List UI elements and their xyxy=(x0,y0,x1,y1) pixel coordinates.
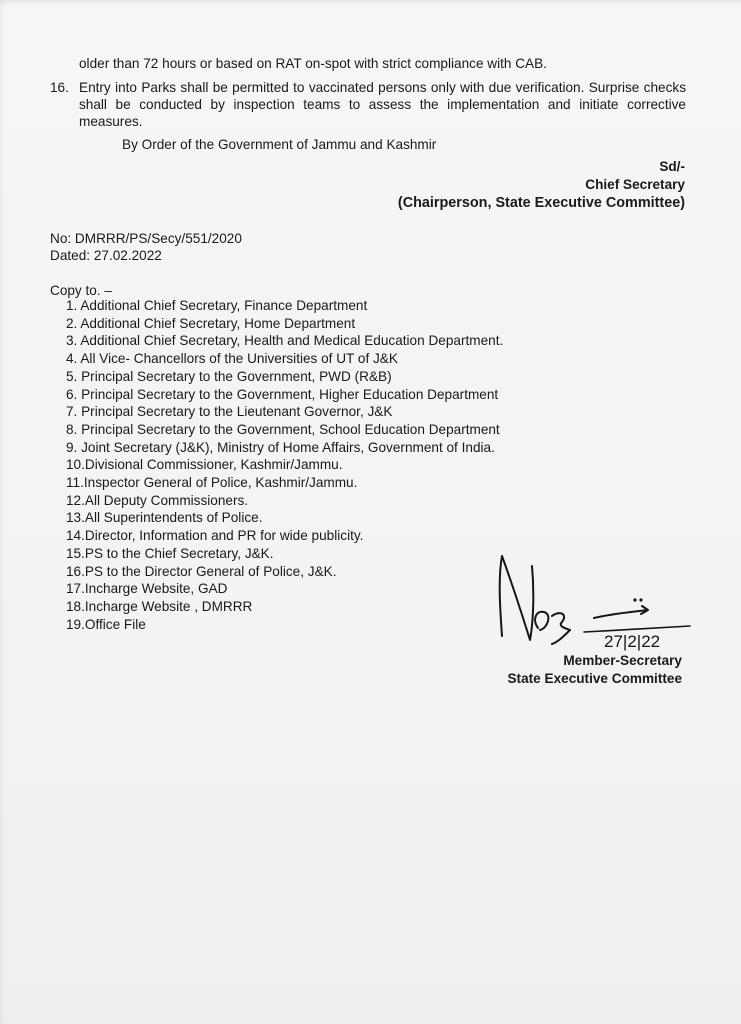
scan-left-shadow xyxy=(0,0,6,1024)
list-item: 11.Inspector General of Police, Kashmir/Jammu. xyxy=(66,475,358,491)
chief-secretary-designation: Chief Secretary xyxy=(585,177,685,192)
list-item: 7. Principal Secretary to the Lieutenant Governor, J&K xyxy=(66,404,393,420)
chairperson-role: (Chairperson, State Executive Committee) xyxy=(397,195,685,211)
reference-number: No: DMRRR/PS/Secy/551/2020 xyxy=(50,231,242,246)
list-item: 8. Principal Secretary to the Government, School Education Department xyxy=(66,421,500,437)
state-executive-committee-label: State Executive Committee xyxy=(507,671,682,686)
list-item: 2. Additional Chief Secretary, Home Department xyxy=(66,315,356,331)
reference-date: Dated: 27.02.2022 xyxy=(50,248,162,263)
handwritten-date: 27|2|22 xyxy=(604,632,661,651)
list-item: 19.Office File xyxy=(66,616,146,632)
handwritten-signature xyxy=(490,548,700,658)
list-item: 18.Incharge Website , DMRRR xyxy=(66,598,253,614)
list-item: 4. All Vice- Chancellors of the Universities of UT of J&K xyxy=(66,351,398,367)
order-line: By Order of the Government of Jammu and Kashmir xyxy=(122,137,437,152)
list-item: 10.Divisional Commissioner, Kashmir/Jammu. xyxy=(66,457,343,473)
copy-to-list xyxy=(66,297,503,633)
list-item: 6. Principal Secretary to the Government, Higher Education Department xyxy=(66,386,499,402)
copy-to-heading: Copy to. – xyxy=(50,283,112,298)
list-item: 13.All Superintendents of Police. xyxy=(66,510,263,526)
list-item: 9. Joint Secretary (J&K), Ministry of Home Affairs, Government of India. xyxy=(66,439,495,455)
continuation-line: older than 72 hours or based on RAT on-spot with strict compliance with CAB. xyxy=(79,56,547,71)
list-item: 12.All Deputy Commissioners. xyxy=(66,492,249,508)
member-secretary-designation: Member-Secretary xyxy=(563,653,682,668)
list-item: 5. Principal Secretary to the Government, PWD (R&B) xyxy=(66,368,392,384)
list-item: 17.Incharge Website, GAD xyxy=(66,581,228,597)
list-item: 15.PS to the Chief Secretary, J&K. xyxy=(66,545,274,561)
list-item: 3. Additional Chief Secretary, Health and Medical Education Department. xyxy=(66,333,504,349)
item-text: Entry into Parks shall be permitted to vaccinated persons only with due verification. Surprise checks shall be conducted by inspection teams to assess the implementation and initiate corrective measures. xyxy=(79,80,686,129)
list-item: 1. Additional Chief Secretary, Finance Department xyxy=(66,298,368,313)
sd-mark: Sd/- xyxy=(659,159,685,174)
item-number: 16. xyxy=(50,80,69,95)
list-item: 14.Director, Information and PR for wide publicity. xyxy=(66,528,364,544)
scan-top-edge xyxy=(0,0,741,6)
list-item: 16.PS to the Director General of Police, J&K. xyxy=(66,563,337,579)
